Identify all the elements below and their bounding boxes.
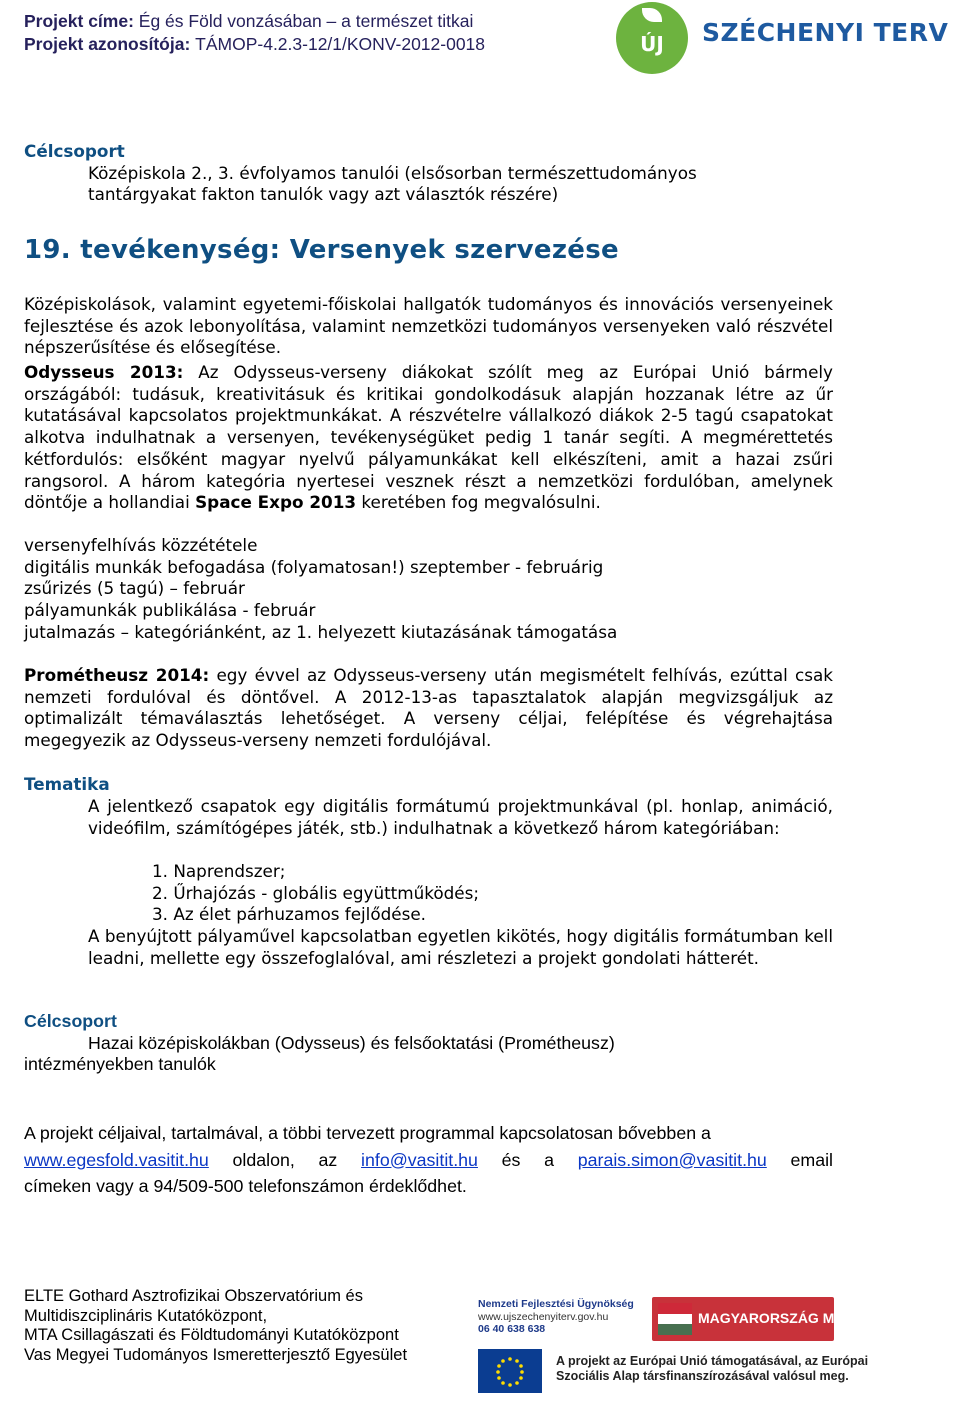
- logo-text: SZÉCHENYI TERV: [702, 18, 949, 47]
- category-list: [152, 861, 752, 926]
- eu-stars-icon: [478, 1349, 542, 1393]
- target-group-line: Középiskola 2., 3. évfolyamos tanulói (elsősorban természettudományos: [88, 162, 697, 183]
- project-id-value: TÁMOP-4.2.3-12/1/KONV-2012-0018: [195, 34, 486, 54]
- target-group-line: intézményekben tanulók: [24, 1054, 216, 1075]
- schedule-item: pályamunkák publikálása - február: [24, 600, 316, 621]
- nfu-phone: 06 40 638 638: [478, 1323, 546, 1335]
- section-heading: Célcsoport: [24, 141, 125, 161]
- activity-intro: Középiskolások, valamint egyetemi-főiskolai hallgatók tudományos és innovációs versenyeinek fejlesztése és azok lebonyolítása, valamint nemzetközi tudományos versenyeken való részvétel népszerűsítése és elősegítése.: [24, 294, 833, 358]
- info-email-link[interactable]: info@vasitit.hu: [361, 1149, 478, 1170]
- category-item: 2. Űrhajózás - globális együttműködés;: [152, 882, 480, 903]
- contact-line-2: [24, 1147, 833, 1174]
- project-header: [24, 10, 485, 56]
- contact-paragraph: [24, 1120, 833, 1200]
- odysseus-text-end: keretében fog megvalósulni.: [356, 492, 601, 513]
- eu-funding-note: [556, 1354, 868, 1384]
- prometheus-paragraph: [24, 665, 833, 752]
- contact-line-1: A projekt céljaival, tartalmával, a többi tervezett programmal kapcsolatosan bővebben a: [24, 1123, 711, 1143]
- schedule-item: versenyfelhívás közzététele: [24, 535, 258, 555]
- prometheus-text: egy évvel az Odysseus-verseny után megismételt felhívás, ezúttal csak nemzeti fordulóval és döntővel. A 2012-13-as tapasztalatok alapján megvizsgáljuk az optimalizált témaválasztás lehetőséget. A verseny céljai, felépítése és végrehajtása megegyezik az Odysseus-verseny nemzeti fordulójával.: [24, 665, 833, 751]
- project-title-line: [24, 10, 485, 33]
- category-item: 1. Naprendszer;: [152, 861, 286, 881]
- schedule-item: digitális munkák befogadása (folyamatosan!) szeptember - februárig: [24, 556, 604, 577]
- odysseus-label: Odysseus 2013:: [24, 362, 184, 382]
- odysseus-paragraph: [24, 362, 833, 514]
- schedule-item: zsűrizés (5 tagú) – február: [24, 578, 245, 599]
- project-title-value: Ég és Föld vonzásában – a természet titkai: [138, 11, 474, 31]
- footer-line: MTA Csillagászati és Földtudományi Kutatóközpont: [24, 1326, 399, 1345]
- tematika-intro: A jelentkező csapatok egy digitális formátumú projektmunkával (pl. honlap, animáció, videófilm, számítógépes játék, stb.) indulhatnak a következő három kategóriában:: [88, 796, 833, 838]
- schedule-list: [24, 535, 833, 644]
- eu-note-line: A projekt az Európai Unió támogatásával, az Európai: [556, 1354, 869, 1368]
- footer-line: Multidiszciplináris Kutatóközpont,: [24, 1306, 268, 1325]
- odysseus-text: Az Odysseus-verseny diákokat szólít meg az Európai Unió bármely országából: tudásuk, kreativitásuk és kritikai gondolkodásuk alapján hozzanak létre az űr kutatásával kapcsolatos projektmunkákat. A részvételre vállalkozó diákok 2-5 tagú csapatokat alkotva indulhatnak a versenyen, tevékenységüket pedig 1 tanár segíti. A megmérettetés kétfordulós: elsőként magyar nyelvű pályamunkákat kell elkészíteni, amit a hazai zsűri rangsorol. A három kategória nyertesei vesznek részt a nemzetközi fordulóban, amelynek döntője a hollandiai: [24, 362, 833, 513]
- szechenyi-terv-logo: [612, 2, 949, 82]
- logo-mark: ÚJ: [640, 32, 664, 56]
- project-title-label: Projekt címe:: [24, 11, 134, 31]
- eu-flag-icon: [478, 1349, 542, 1393]
- hungarian-flag-icon: [658, 1303, 692, 1335]
- prometheus-label: Prométheusz 2014:: [24, 665, 210, 685]
- section-heading: Célcsoport: [24, 1011, 117, 1031]
- contact-line-3: címeken vagy a 94/509-500 telefonszámon érdeklődhet.: [24, 1176, 467, 1196]
- category-item: 3. Az élet párhuzamos fejlődése.: [152, 904, 426, 925]
- project-id-line: [24, 33, 485, 56]
- activity-heading: 19. tevékenység: Versenyek szervezése: [24, 235, 619, 265]
- target-group-line: Hazai középiskolákban (Odysseus) és felsőoktatási (Prométheusz): [88, 1032, 615, 1053]
- schedule-item: jutalmazás – kategóriánként, az 1. helyezett kiutazásának támogatása: [24, 621, 618, 642]
- magyarorszag-megujul-banner: [652, 1297, 892, 1341]
- logo-circle-icon: [616, 2, 688, 74]
- footer-line: Vas Megyei Tudományos Ismeretterjesztő Egyesület: [24, 1346, 408, 1365]
- slogan-text: MAGYARORSZÁG MEGÚJUL: [698, 1310, 892, 1326]
- nfu-url: www.ujszechenyiterv.gov.hu: [478, 1310, 609, 1323]
- footer-organizations: [24, 1287, 407, 1366]
- simon-email-link[interactable]: parais.simon@vasitit.hu: [577, 1149, 767, 1170]
- tematika-outro: A benyújtott pályaművel kapcsolatban egyetlen kikötés, hogy digitális formátumban kell leadni, mellette egy összefoglalóval, ami részletezi a projekt gondolati hátterét.: [88, 926, 833, 968]
- project-id-label: Projekt azonosítója:: [24, 34, 191, 54]
- target-group-section: [24, 141, 833, 206]
- target-group-line: tantárgyakat fakton tanulók vagy azt választók részére): [88, 184, 559, 205]
- eu-note-line: Szociális Alap társfinanszírozásával valósul meg.: [556, 1369, 849, 1383]
- nfu-name: Nemzeti Fejlesztési Ügynökség: [478, 1298, 634, 1310]
- leaf-icon: [642, 8, 662, 22]
- website-link[interactable]: www.egesfold.vasitit.hu: [24, 1149, 209, 1170]
- contact-text: email: [766, 1149, 834, 1170]
- target-group-section-2: [24, 1011, 833, 1076]
- tematika-heading: Tematika: [24, 774, 110, 794]
- footer-line: ELTE Gothard Asztrofizikai Obszervatórium és: [24, 1287, 363, 1305]
- contact-text: oldalon, az: [208, 1149, 362, 1170]
- space-expo-name: Space Expo 2013: [195, 492, 357, 513]
- nfu-contact: [478, 1298, 634, 1336]
- contact-text: és a: [477, 1149, 578, 1170]
